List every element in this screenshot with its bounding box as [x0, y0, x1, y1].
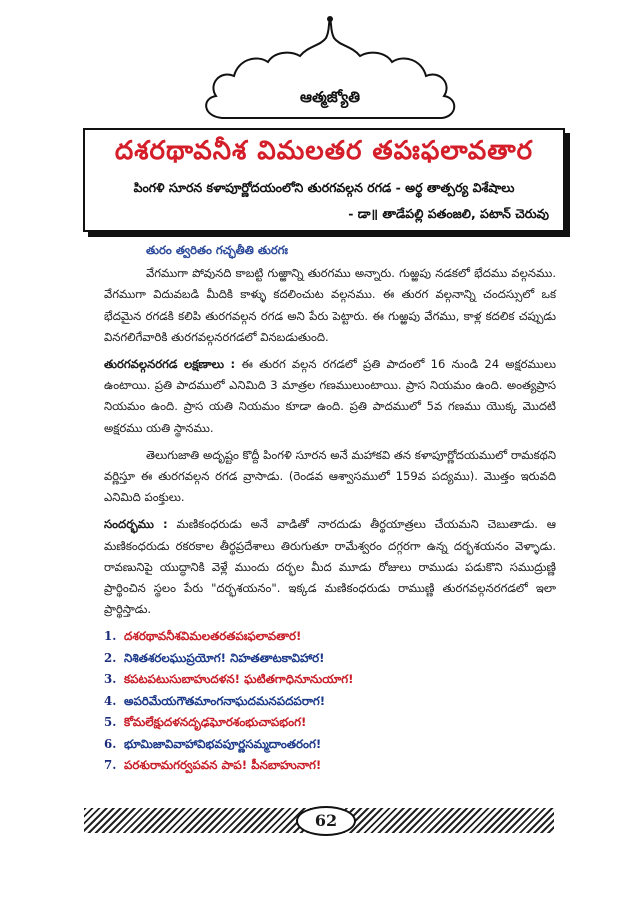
- paragraph-4-text: మణికంధరుడు అనే వాడితో నారదుడు తీర్థయాత్రలు చేయమని చెబుతాడు. ఆ మణికంధరుడు రకరకాల తీర్థప్రదేశాలు తిరుగుతూ రామేశ్వరం దగ్గరగా ఉన్న దర్భశయనం వెళ్ళాడు. రావణునిపై యుద్ధానికి వెళ్లే ముందు దర్భల మీద మూడు రోజులు రాముడు పడుకొని సముద్రుణ్ణి ప్రార్థించిన స్థలం పేరు "దర్భశయనం". ఇక్కడ మణికంధరుడు రాముణ్ణి తురగవల్గనరగడలో ఇలా ప్రార్థిస్తాడు.: [104, 517, 556, 617]
- article-title: దశరథావనీశ విమలతర తపఃఫలావతార: [114, 136, 534, 166]
- verse-text: కపటపటుసుబాహుదళన! ఘటితగాధినూనుయాగ!: [124, 672, 354, 687]
- verse-text: నిశితశరలఘుప్రయోగ! నిహతతాటకావిహార!: [124, 650, 325, 665]
- verse-text: పరశురామగర్వపవన పాప! పీనబాహునాగ!: [124, 758, 322, 773]
- verse-text: అపరిమేయగౌతమాంగనాఘదమనపదపరాగ!: [124, 693, 326, 708]
- verse-number: 1.: [104, 629, 117, 644]
- paragraph-4: [104, 514, 556, 620]
- verse-text: భూమిజావివాహావిభవపూర్ణసమ్మదాంతరంగ!: [124, 736, 322, 751]
- verse-item: [104, 755, 556, 777]
- section-label: ఆత్మజ్యోతి: [300, 88, 360, 106]
- verse-number: 4.: [104, 693, 117, 708]
- article-body: [104, 240, 556, 777]
- paragraph-2: [104, 354, 556, 439]
- verse-item: [104, 669, 556, 691]
- verse-text: దశరథావనీశవిమలతరతపఃఫలావతార!: [124, 629, 302, 644]
- paragraph-4-label: సందర్భము :: [104, 517, 168, 532]
- verse-number: 2.: [104, 650, 117, 665]
- verse-item: [104, 734, 556, 756]
- verse-item: [104, 712, 556, 734]
- verse-text: కోమలేక్షుదళనదృఢఘోరశంభుచాపభంగ!: [124, 715, 307, 730]
- page-number: 62: [296, 806, 356, 836]
- paragraph-2-label: తురగవల్గనరగడ లక్షణాలు :: [104, 357, 236, 372]
- article-author: - డా॥ తాడేపల్లి పతంజలి, పటాన్ చెరువు: [348, 206, 549, 221]
- verse-item: [104, 648, 556, 670]
- paragraph-2-text: ఈ తురగ వల్గన రగడలో ప్రతి పాదంలో 16 నుండి 24 అక్షరములు ఉంటాయి. ప్రతి పాదములో ఎనిమిది 3 మాత్రల గణములుంటాయి. ప్రాస నియమం ఉంది. అంత్యప్రాస నియమం ఉంది. ప్రాస యతి నియమం కూడా ఉంది. ప్రతి పాదములో 5వ గణము యొక్క మొదటి అక్షరము యతి స్థానము.: [104, 357, 557, 435]
- verse-list: [104, 626, 556, 777]
- header-ornament: [0, 0, 634, 130]
- verse-item: [104, 626, 556, 648]
- paragraph-1: వేగముగా పోవునది కాబట్టి గుఱ్ఱాన్ని తురగము అన్నారు. గుఱ్ఱపు నడకలో భేదము వల్గనము. వేగముగా విదువబడి మీదికి కాళ్ళు కదలించుట వల్గనము. ఈ తురగ వల్గనాన్ని చందస్సులో ఒక భేదమైన రగడకి కలిపి తురగవల్గన రగడ అని పేరు పెట్టారు. ఈ గుఱ్ఱపు వేగము, కాళ్ల కదలిక చప్పుడు వినగలిగేవారికి తురగవల్గనరగడలో వినబడుతుంది.: [104, 266, 556, 344]
- paragraph-3: తెలుగుజాతి అదృష్టం కొద్దీ పింగళి సూరన అనే మహాకవి తన కళాపూర్ణోదయములో రామకథని వర్ణిస్తూ ఈ తురగవల్గన రగడ వ్రాసాడు. (రెండవ ఆశ్వాసములో 159వ పద్యము). మొత్తం ఇరువది ఎనిమిది పంక్తులు.: [104, 447, 556, 505]
- title-box: [83, 128, 565, 232]
- verse-number: 3.: [104, 672, 117, 687]
- sanskrit-quote: తురం త్వరితం గచ్ఛతీతి తురగః: [146, 243, 288, 257]
- verse-item: [104, 691, 556, 713]
- verse-number: 5.: [104, 715, 117, 730]
- article-subtitle: పింగళి సూరన కళాపూర్ణోదయంలోని తురగవల్గన రగడ - అర్థ తాత్పర్య విశేషాలు: [133, 180, 515, 195]
- verse-number: 7.: [104, 758, 117, 773]
- verse-number: 6.: [104, 736, 117, 751]
